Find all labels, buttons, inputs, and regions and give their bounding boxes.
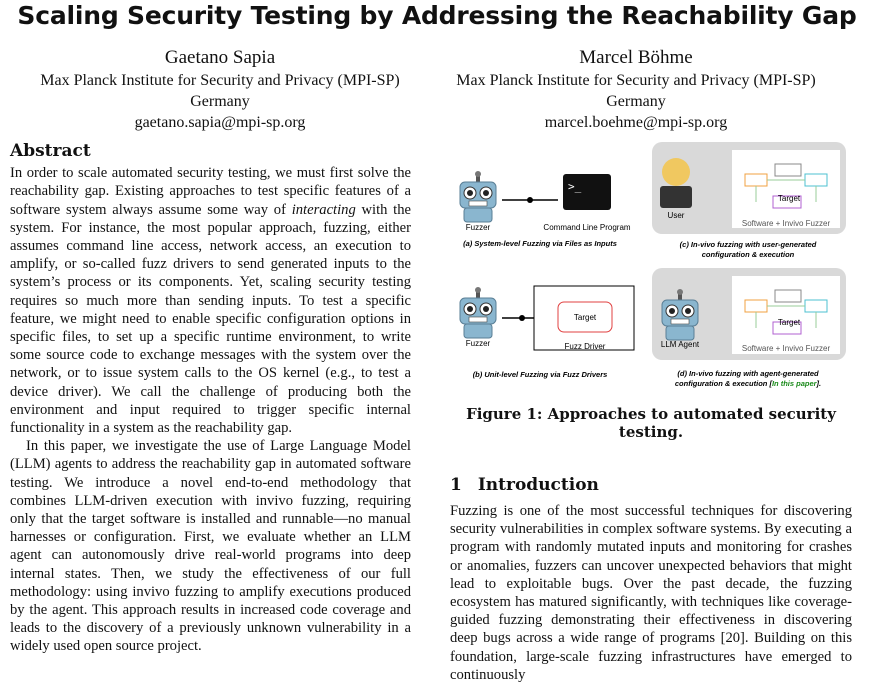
author-country: Germany bbox=[606, 93, 666, 110]
fig-c-target: Target bbox=[777, 194, 801, 203]
fig-a-caption: (a) System-level Fuzzing via Files as Inputs bbox=[463, 239, 617, 248]
fig-c-caption-2: configuration & execution bbox=[701, 250, 795, 259]
author-name: Gaetano Sapia bbox=[164, 47, 276, 68]
author-2 bbox=[421, 46, 851, 133]
user-icon bbox=[662, 158, 690, 186]
figure-1 bbox=[448, 140, 854, 390]
intro-paragraph: Fuzzing is one of the most successful techniques for discovering security vulnerabilities in complex software systems. By executing a program with randomly mutated inputs and monitoring for crashes or anomalies, fuzzers can uncover unexpected behaviors that might lead to exploitable bugs. Over the past decade, the fuzzing ecosystem has matured significantly, with techniques like coverage-guided fuzzing demonstrating their effectiveness in discovering deep bugs across a wide range of programs [20]. Building on this foundation, large-scale fuzzing infrastructures have emerged to continuously bbox=[450, 503, 852, 683]
author-name: Marcel Böhme bbox=[579, 47, 693, 68]
svg-text:>_: >_ bbox=[568, 180, 582, 193]
author-email: gaetano.sapia@mpi-sp.org bbox=[134, 114, 306, 131]
abstract-paragraph-2: In this paper, we investigate the use of Large Language Model (LLM) agents to address the reachability gap in automated software testing. We introduce a novel end-to-end methodology that combines LLM-driven execution with invivo fuzzing, requiring only that the target software is installed and runnable—no manual harnesses or configuration. First, we evaluate whether an LLM agent can autonomously drive real-world programs into deep internal states. Then, we study the effectiveness of our full methodology: using invivo fuzzing to amplify executions produced by the agent. This approach results in increased code coverage and leads to the discovery of a previously unknown vulnerability in a widely used open source project. bbox=[10, 438, 411, 655]
fig-c-box-label: Software + Invivo Fuzzer bbox=[741, 219, 831, 228]
author-email: marcel.boehme@mpi-sp.org bbox=[544, 114, 728, 131]
fig-b-driver-label: Fuzz Driver bbox=[564, 342, 606, 351]
fig-d-software-box bbox=[732, 276, 840, 354]
section-heading: 1 Introduction bbox=[450, 475, 599, 495]
author-country: Germany bbox=[190, 93, 250, 110]
robot-icon bbox=[460, 171, 496, 222]
abstract-section bbox=[10, 142, 411, 656]
fig-c-caption-1: (c) In-vivo fuzzing with user-generated bbox=[679, 240, 817, 249]
fig-d-agent-label: LLM Agent bbox=[660, 340, 700, 349]
fig-d-caption-2: configuration & execution [In this paper]. bbox=[674, 379, 822, 388]
author-1 bbox=[5, 46, 435, 133]
paper-title: Scaling Security Testing by Addressing the Reachability Gap bbox=[17, 1, 857, 30]
figure-caption: Figure 1: Approaches to automated security testing. bbox=[466, 405, 836, 441]
robot-icon bbox=[460, 287, 496, 338]
fig-d-caption-1: (d) In-vivo fuzzing with agent-generated bbox=[677, 369, 819, 378]
abstract-paragraph-1: In order to scale automated security testing, we must first solve the reachability gap. Existing approaches to test specific features of a software system always assume some way of interacting with the system. For instance, the most popular approach, fuzzing, either assumes command line access, network access, an execution to amplify, or so-called fuzz drivers to send generated inputs to the system’s process or its components. Yet, scaling security testing requires so much more than sending inputs. To test a specific feature, we might need to enable specific configuration options in specific files, to set up a specific runtime environment, to write some source code to exchange messages with the system over the network, or to issue system calls to the OS kernel (e.g., to test a device driver). We call the challenge of producing both the environment and input required to trigger specific internal functionality in a system as the reachability gap. bbox=[10, 165, 411, 437]
fig-b-fuzzer-label: Fuzzer bbox=[465, 339, 491, 348]
fig-b-target: Target bbox=[573, 313, 597, 322]
fig-c-software-box bbox=[732, 150, 840, 228]
fig-a-program-label: Command Line Program bbox=[543, 223, 631, 232]
fig-d-target: Target bbox=[777, 318, 801, 327]
author-affiliation: Max Planck Institute for Security and Privacy (MPI-SP) bbox=[456, 72, 816, 89]
fig-b-caption: (b) Unit-level Fuzzing via Fuzz Drivers bbox=[472, 370, 608, 379]
fig-d-box-label: Software + Invivo Fuzzer bbox=[741, 344, 831, 353]
author-affiliation: Max Planck Institute for Security and Privacy (MPI-SP) bbox=[40, 72, 400, 89]
abstract-heading: Abstract bbox=[10, 141, 91, 161]
fig-c-user-label: User bbox=[667, 211, 685, 220]
fig-a-fuzzer-label: Fuzzer bbox=[465, 223, 491, 232]
